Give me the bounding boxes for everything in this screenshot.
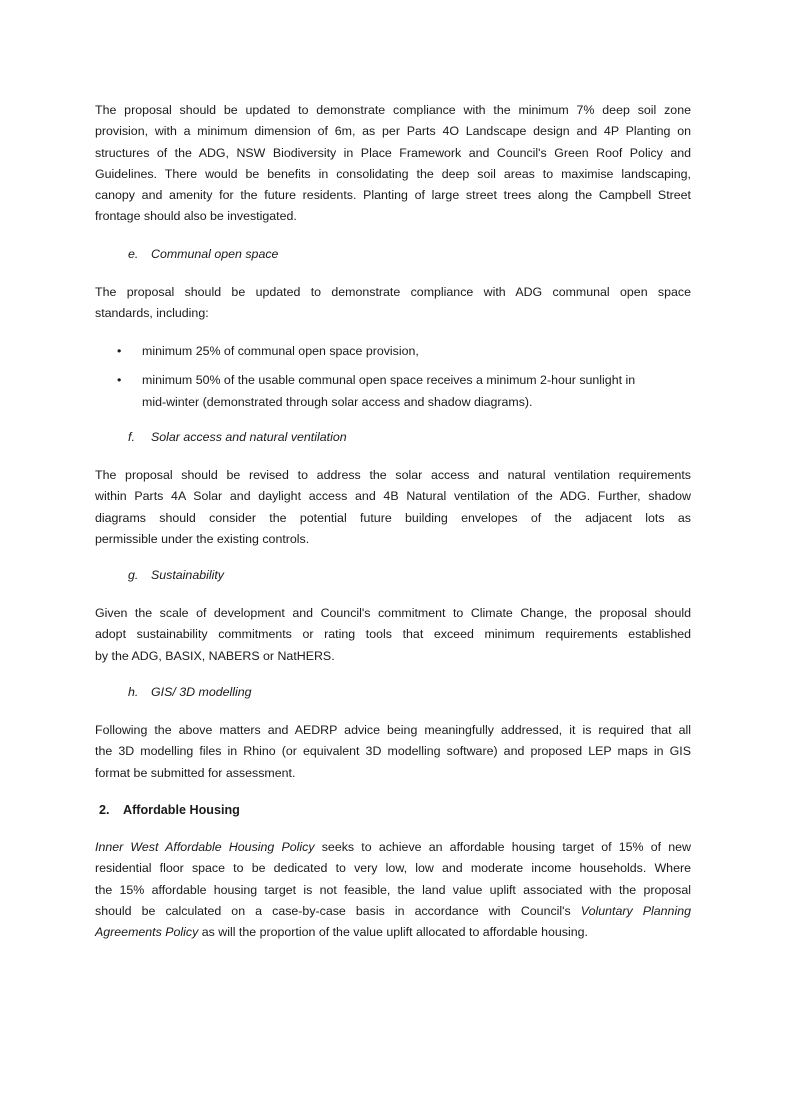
section-title: Affordable Housing [123, 803, 240, 817]
subheading-title: Sustainability [151, 568, 225, 582]
list-item [117, 370, 691, 413]
text-line: The proposal should be updated to demonstrate compliance with ADG communal open space [95, 285, 691, 299]
affordable-housing-paragraph [95, 837, 691, 943]
communal-bullet-list [117, 341, 691, 413]
subheading-letter: g. [128, 568, 139, 582]
text-line: Given the scale of development and Council's commitment to Climate Change, the proposal should [95, 606, 691, 620]
text-fragment: as will the proportion of the value uplift allocated to affordable housing. [198, 925, 588, 940]
text-line [95, 922, 691, 943]
subheading-title: Communal open space [151, 247, 279, 261]
communal-paragraph [95, 282, 691, 325]
subheading-letter: h. [128, 685, 139, 699]
subheading-letter: f. [128, 430, 135, 444]
text-line [95, 837, 691, 858]
section-number: 2. [99, 803, 110, 817]
bullet-symbol: • [117, 344, 122, 358]
policy-name: Voluntary Planning [580, 903, 691, 918]
text-fragment: seeks to achieve an affordable housing target of 15% of new [314, 840, 691, 854]
subheading-communal-open-space [128, 247, 278, 261]
text-line: frontage should also be investigated. [95, 209, 297, 224]
policy-name: Agreements Policy [95, 925, 199, 940]
subheading-sustainability [128, 568, 224, 582]
sustainability-paragraph [95, 603, 691, 667]
policy-name: Inner West Affordable Housing Policy [95, 840, 315, 854]
subheading-solar-access [128, 430, 347, 444]
text-line: structures of the ADG, NSW Biodiversity in Place Framework and Council's Green Roof Policy and [95, 145, 691, 160]
text-fragment: should be calculated on a case-by-case basis in accordance with Council's [95, 903, 581, 918]
section-heading-affordable-housing [99, 803, 240, 817]
text-line [95, 901, 691, 922]
text-line: diagrams should consider the potential future building envelopes of the adjacent lots as [95, 510, 691, 525]
text-line: mid-winter (demonstrated through solar access and shadow diagrams). [142, 394, 533, 409]
text-line: provision, with a minimum dimension of 6m, as per Parts 4O Landscape design and 4P Planting on [95, 124, 691, 139]
text-line: Guidelines. There would be benefits in consolidating the deep soil areas to maximise landscaping, [95, 166, 691, 181]
solar-paragraph [95, 465, 691, 550]
bullet-symbol: • [117, 373, 122, 388]
text-line: standards, including: [95, 306, 209, 321]
text-line: adopt sustainability commitments or rating tools that exceed minimum requirements established [95, 627, 691, 642]
text-line: minimum 50% of the usable communal open space receives a minimum 2-hour sunlight in [142, 373, 636, 388]
subheading-letter: e. [128, 247, 139, 261]
text-line: format be submitted for assessment. [95, 765, 296, 780]
list-item [117, 341, 691, 362]
text-line: permissible under the existing controls. [95, 531, 310, 546]
text-line: canopy and amenity for the future residents. Planting of large street trees along the Campbell Street [95, 188, 691, 203]
text-line: the 3D modelling files in Rhino (or equivalent 3D modelling software) and proposed LEP maps in GIS [95, 744, 691, 759]
text-line: by the ADG, BASIX, NABERS or NatHERS. [95, 648, 335, 663]
text-line: The proposal should be revised to address the solar access and natural ventilation requirements [95, 468, 691, 482]
deep-soil-paragraph [95, 100, 691, 228]
subheading-gis-3d-modelling [128, 685, 252, 699]
text-line: Following the above matters and AEDRP advice being meaningfully addressed, it is required that all [95, 723, 691, 737]
text-line: the 15% affordable housing target is not feasible, the land value uplift associated with the proposal [95, 882, 691, 897]
subheading-title: Solar access and natural ventilation [151, 430, 347, 444]
text-line: minimum 25% of communal open space provision, [142, 344, 419, 358]
text-line: The proposal should be updated to demonstrate compliance with the minimum 7% deep soil zone [95, 103, 691, 117]
subheading-title: GIS/ 3D modelling [151, 685, 252, 699]
gis-paragraph [95, 720, 691, 784]
text-line: residential floor space to be dedicated to very low, low and moderate income households. Where [95, 861, 691, 876]
text-line: within Parts 4A Solar and daylight access and 4B Natural ventilation of the ADG. Further, shadow [95, 489, 691, 504]
